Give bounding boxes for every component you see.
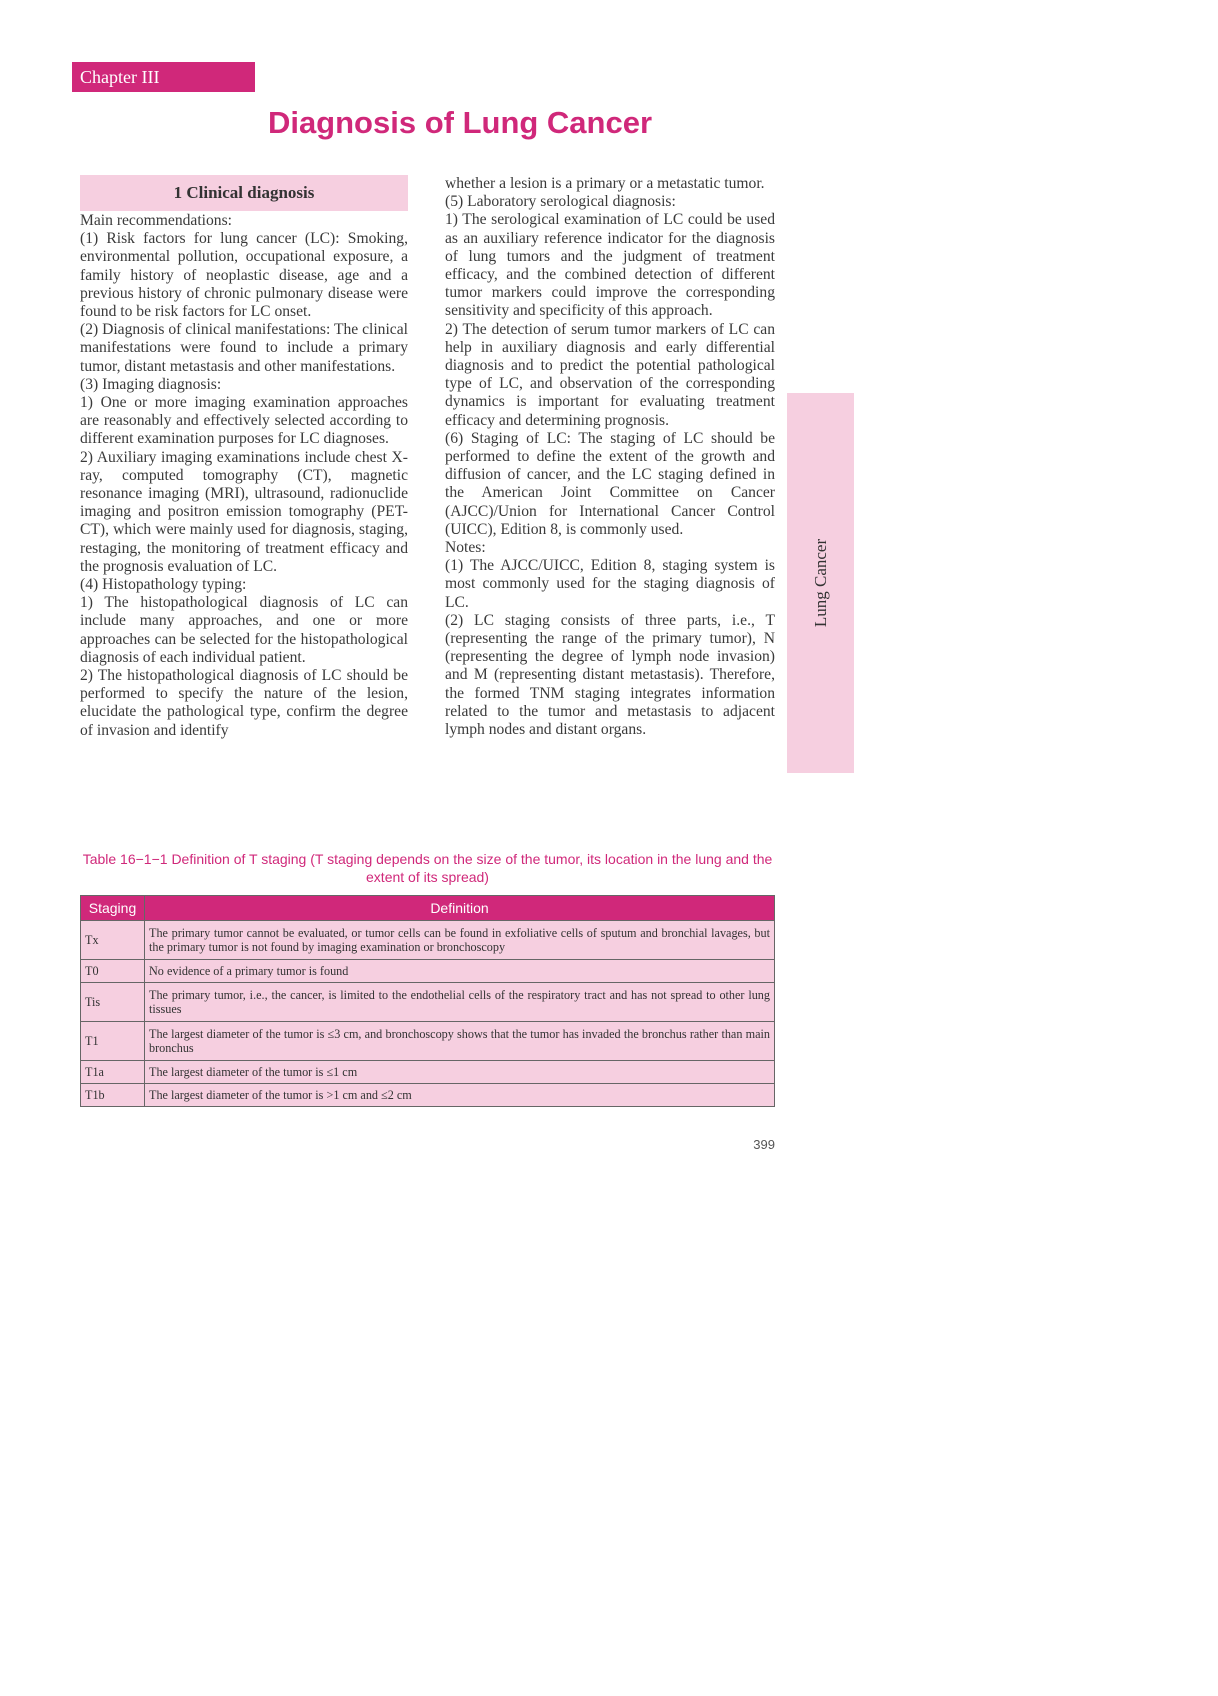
definition-cell: No evidence of a primary tumor is found [145, 960, 775, 983]
definition-cell: The primary tumor cannot be evaluated, or tumor cells can be found in exfoliative cells of sputum and bronchial lavages, but the primary tumor is not found by imaging examination or bronchoscopy [145, 921, 775, 960]
table-row [81, 1084, 775, 1107]
side-tab-label: Lung Cancer [810, 538, 830, 628]
definition-cell: The largest diameter of the tumor is ≤1 cm [145, 1061, 775, 1084]
paragraph: (2) LC staging consists of three parts, i.e., T (representing the range of the primary tumor), N (representing the degree of lymph node invasion) and M (representing distant metastasis). Therefore, the formed TNM staging integrates information related to the tumor and metastasis to adjacent lymph nodes and distant organs. [445, 611, 775, 739]
paragraph: 1) The histopathological diagnosis of LC can include many approaches, and one or more approaches can be selected for the histopathological diagnosis of each individual patient. [80, 594, 408, 666]
right-column [445, 175, 775, 739]
staging-cell: T1 [81, 1022, 145, 1061]
paragraph: (5) Laboratory serological diagnosis: [445, 193, 676, 211]
table-row [81, 1022, 775, 1061]
paragraph: (6) Staging of LC: The staging of LC should be performed to define the extent of the growth and diffusion of cancer, and the LC staging defined in the American Joint Committee on Cancer (AJCC)/Union for International Cancer Control (UICC), Edition 8, is commonly used. [445, 429, 775, 538]
page-number: 399 [753, 1137, 775, 1152]
paragraph: 2) Auxiliary imaging examinations include chest X-ray, computed tomography (CT), magnetic resonance imaging (MRI), ultrasound, radionuclide imaging and positron emission tomography (PET-CT), which were mainly used for diagnosis, staging, restaging, the monitoring of treatment efficacy and the prognosis evaluation of LC. [80, 448, 408, 575]
t-staging-table [80, 895, 775, 1107]
definition-cell: The largest diameter of the tumor is ≤3 cm, and bronchoscopy shows that the tumor has invaded the bronchus rather than main bronchus [145, 1022, 775, 1061]
staging-cell: Tis [81, 983, 145, 1022]
table-row [81, 1061, 775, 1084]
table-header-row [81, 896, 775, 921]
paragraph: (2) Diagnosis of clinical manifestations: The clinical manifestations were found to include a primary tumor, distant metastasis and other manifestations. [80, 321, 408, 375]
paragraph: (1) Risk factors for lung cancer (LC): Smoking, environmental pollution, occupational exposure, a family history of neoplastic disease, age and a previous history of chronic pulmonary disease were found to be risk factors for LC onset. [80, 230, 408, 321]
left-column [80, 175, 408, 740]
column-header-staging: Staging [81, 896, 145, 921]
definition-cell: The largest diameter of the tumor is >1 cm and ≤2 cm [145, 1084, 775, 1107]
page-title [0, 105, 860, 141]
chapter-label: Chapter III [72, 62, 255, 92]
side-tab [787, 393, 854, 773]
paragraph: (3) Imaging diagnosis: [80, 375, 222, 393]
paragraph: whether a lesion is a primary or a metastatic tumor. [445, 175, 765, 192]
table-row [81, 921, 775, 960]
page-title-text: Diagnosis of Lung Cancer [267, 105, 653, 140]
staging-cell: T1a [81, 1061, 145, 1084]
table-row [81, 960, 775, 983]
table-caption: Table 16−1−1 Definition of T staging (T staging depends on the size of the tumor, its location in the lung and the extent of its spread) [82, 851, 773, 885]
paragraph: (4) Histopathology typing: [80, 576, 247, 594]
section-heading: 1 Clinical diagnosis [80, 175, 408, 211]
paragraph: (1) The AJCC/UICC, Edition 8, staging system is most commonly used for the staging diagnosis of LC. [445, 557, 775, 611]
paragraph: 1) The serological examination of LC could be used as an auxiliary reference indicator for the diagnosis of lung tumors and the judgment of treatment efficacy, and the combined detection of different tumor markers could improve the corresponding sensitivity and specificity of this approach. [445, 211, 775, 320]
staging-cell: T0 [81, 960, 145, 983]
paragraph: 1) One or more imaging examination approaches are reasonably and effectively selected according to different examination purposes for LC diagnoses. [80, 394, 408, 448]
definition-cell: The primary tumor, i.e., the cancer, is limited to the endothelial cells of the respiratory tract and has not spread to other lung tissues [145, 983, 775, 1022]
table-row [81, 983, 775, 1022]
paragraph: Main recommendations: [80, 212, 233, 229]
staging-cell: Tx [81, 921, 145, 960]
paragraph: 2) The histopathological diagnosis of LC should be performed to specify the nature of the lesion, elucidate the pathological type, confirm the degree of invasion and identify [80, 667, 408, 739]
paragraph: 2) The detection of serum tumor markers of LC can help in auxiliary diagnosis and early differential diagnosis and to predict the potential pathological type of LC, and observation of the corresponding dynamics is important for evaluating treatment efficacy and determining prognosis. [445, 320, 775, 429]
paragraph: Notes: [445, 539, 486, 557]
staging-cell: T1b [81, 1084, 145, 1107]
column-header-definition: Definition [145, 896, 775, 921]
